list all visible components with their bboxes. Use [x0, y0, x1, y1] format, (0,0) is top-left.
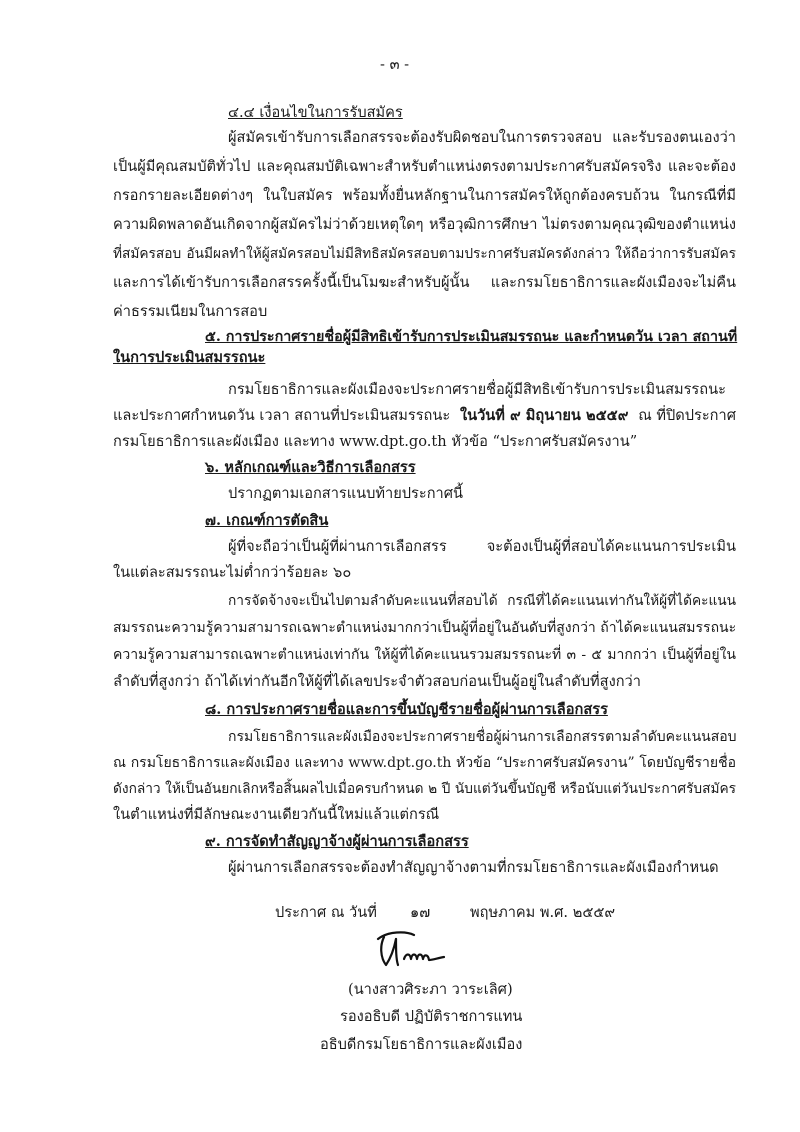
- section-4-4-line: กรอกรายละเอียดต่างๆ ในใบสมัคร พร้อมทั้งยื่นหลักฐานในการสมัครให้ถูกต้องครบถ้วน ในกรณีที่มี: [113, 187, 736, 204]
- section-7-line: ในแต่ละสมรรถนะไม่ต่ำกว่าร้อยละ ๖๐: [113, 564, 352, 581]
- section-8-line: ในตำแหน่งที่มีลักษณะงานเดียวกันนี้ใหม่แล้วแต่กรณี: [113, 806, 440, 823]
- section-7-heading: ๗. เกณฑ์การตัดสิน: [205, 512, 329, 529]
- section-5-text: และประกาศกำหนดวัน เวลา สถานที่ประเมินสมรรถนะ: [113, 407, 451, 424]
- section-8-line: ณ กรมโยธาธิการและผังเมือง และทาง www.dpt.go.th หัวข้อ “ประกาศรับสมัครงาน” โดยบัญชีรายชื่อ: [113, 755, 736, 771]
- section-4-4-line: ค่าธรรมเนียมในการสอบ: [113, 303, 268, 320]
- section-4-4-line: ความผิดพลาดอันเกิดจากผู้สมัครไม่ว่าด้วยเหตุใดๆ หรือวุฒิการศึกษา ไม่ตรงตามคุณวุฒิของตำแหน่ง: [113, 216, 736, 233]
- page-number: - ๓ -: [380, 56, 410, 73]
- assessment-date: ในวันที่ ๙ มิถุนายน ๒๕๕๙: [460, 407, 629, 424]
- section-8-heading: ๘. การประกาศรายชื่อและการขึ้นบัญชีรายชื่อผู้ผ่านการเลือกสรร: [205, 701, 608, 718]
- section-9-heading: ๙. การจัดทำสัญญาจ้างผู้ผ่านการเลือกสรร: [205, 833, 469, 850]
- signatory-title: รองอธิบดี ปฏิบัติราชการแทน: [340, 1008, 523, 1025]
- section-4-4-line: ที่สมัครสอบ อันมีผลทำให้ผู้สมัครสอบไม่มีสิทธิสมัครสอบตามประกาศรับสมัครดังกล่าว ให้ถือว่าการรับสมัคร: [113, 246, 736, 262]
- signatory-name: (นางสาวศิระภา วาระเลิศ): [348, 981, 513, 998]
- section-5-heading-cont: ในการประเมินสมรรถนะ: [113, 349, 266, 366]
- section-8-line: กรมโยธาธิการและผังเมืองจะประกาศรายชื่อผู้ผ่านการเลือกสรรตามลำดับคะแนนสอบ: [228, 729, 737, 745]
- announcement-day: ๑๗: [410, 904, 431, 921]
- announcement-prefix: ประกาศ ณ วันที่: [275, 904, 377, 921]
- section-7-line: การจัดจ้างจะเป็นไปตามลำดับคะแนนที่สอบได้ กรณีที่ได้คะแนนเท่ากันให้ผู้ที่ได้คะแนน: [228, 593, 736, 609]
- signature-image: [372, 927, 452, 973]
- signatory-title: อธิบดีกรมโยธาธิการและผังเมือง: [320, 1036, 523, 1053]
- section-5-heading: ๕. การประกาศรายชื่อผู้มีสิทธิเข้ารับการประเมินสมรรถนะ และกำหนดวัน เวลา สถานที่: [205, 329, 738, 345]
- section-6-heading: ๖. หลักเกณฑ์และวิธีการเลือกสรร: [205, 459, 416, 476]
- section-4-4-line: และการได้เข้ารับการเลือกสรรครั้งนี้เป็นโมฆะสำหรับผู้นั้น และกรมโยธาธิการและผังเมืองจะไม่คืน: [113, 274, 736, 291]
- section-5-line-with-date: [113, 406, 736, 426]
- announcement-month-year: พฤษภาคม พ.ศ. ๒๕๕๙: [470, 904, 616, 921]
- section-7-line: ผู้ที่จะถือว่าเป็นผู้ที่ผ่านการเลือกสรร จะต้องเป็นผู้ที่สอบได้คะแนนการประเมิน: [228, 538, 736, 555]
- section-4-4-line: เป็นผู้มีคุณสมบัติทั่วไป และคุณสมบัติเฉพาะสำหรับตำแหน่งตรงตามประกาศรับสมัครจริง และจะต้อง: [113, 158, 736, 175]
- section-7-line: ความรู้ความสามารถเฉพาะตำแหน่งเท่ากัน ให้ผู้ที่ได้คะแนนรวมสมรรถนะที่ ๓ - ๕ มากกว่า เป็นผู้ที่อยู่ใน: [113, 647, 736, 663]
- section-4-4-line: ผู้สมัครเข้ารับการเลือกสรรจะต้องรับผิดชอบในการตรวจสอบ และรับรองตนเองว่า: [228, 129, 736, 146]
- section-5-text: ณ ที่ปิดประกาศ: [638, 407, 736, 424]
- section-8-line: ดังกล่าว ให้เป็นอันยกเลิกหรือสิ้นผลไปเมื่อครบกำหนด ๒ ปี นับแต่วันขึ้นบัญชี หรือนับแต่วันประกาศรับสมัคร: [113, 781, 736, 797]
- section-6-line: ปรากฏตามเอกสารแนบท้ายประกาศนี้: [228, 485, 463, 502]
- section-7-line: สมรรถนะความรู้ความสามารถเฉพาะตำแหน่งมากกว่าเป็นผู้ที่อยู่ในอันดับที่สูงกว่า ถ้าได้คะแนนสมรรถนะ: [113, 620, 737, 636]
- section-7-line: ลำดับที่สูงกว่า ถ้าได้เท่ากันอีกให้ผู้ที่ได้เลขประจำตัวสอบก่อนเป็นผู้อยู่ในลำดับที่สูงกว่า: [113, 673, 641, 690]
- section-9-line: ผู้ผ่านการเลือกสรรจะต้องทำสัญญาจ้างตามที่กรมโยธาธิการและผังเมืองกำหนด: [228, 859, 719, 876]
- section-4-4-heading: ๔.๔ เงื่อนไขในการรับสมัคร: [228, 104, 403, 121]
- section-5-line: กรมโยธาธิการและผังเมืองจะประกาศรายชื่อผู้มีสิทธิเข้ารับการประเมินสมรรถนะ: [228, 381, 726, 398]
- section-5-line: กรมโยธาธิการและผังเมือง และทาง www.dpt.go.th หัวข้อ “ประกาศรับสมัครงาน”: [113, 433, 638, 450]
